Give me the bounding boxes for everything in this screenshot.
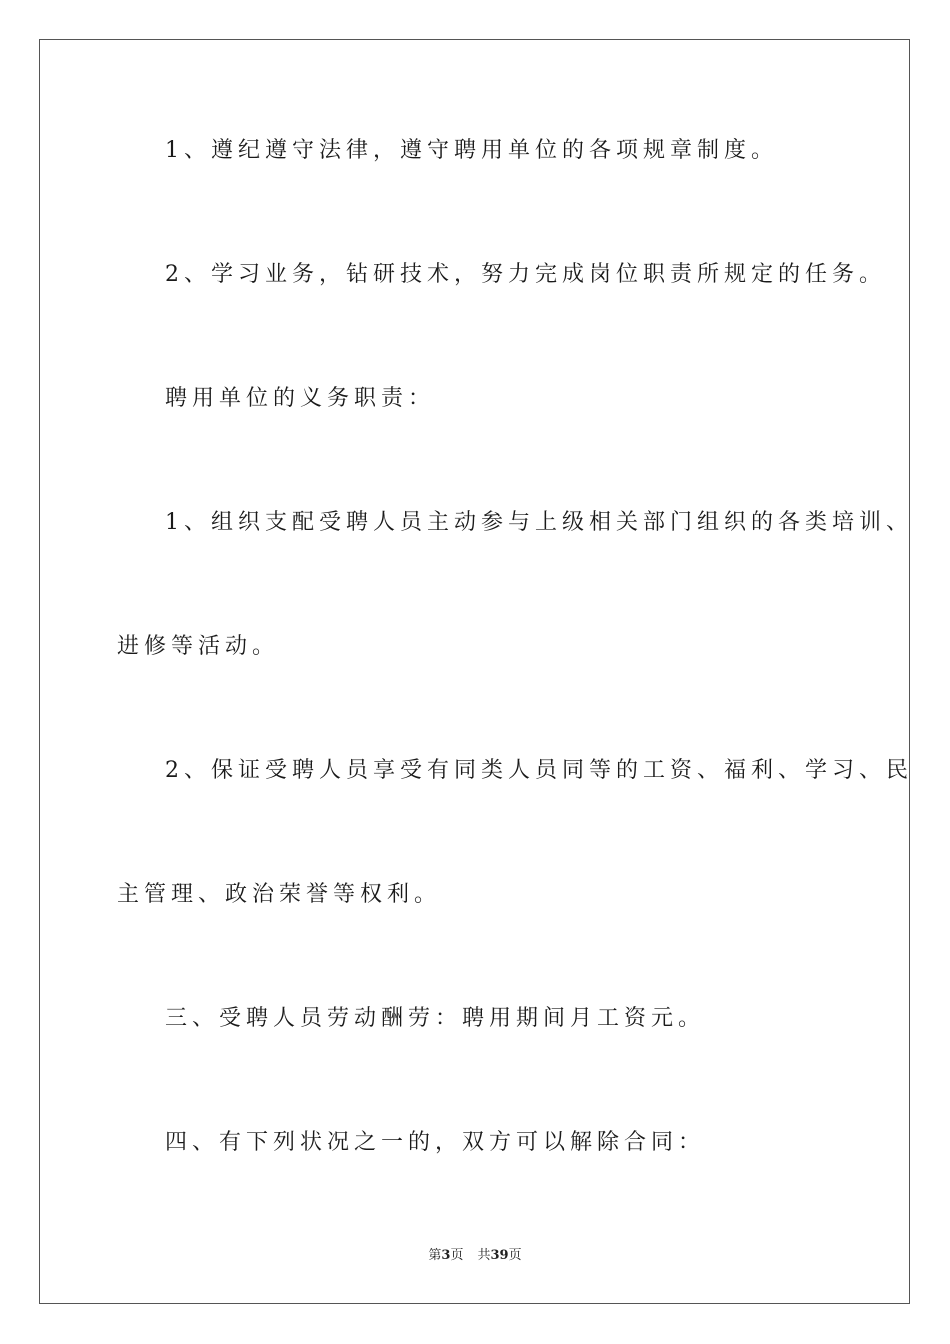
paragraph-1: 1、遵纪遵守法律，遵守聘用单位的各项规章制度。 — [165, 138, 778, 163]
footer-total-number: 39 — [490, 1248, 509, 1263]
paragraph-4-line-2: 进修等活动。 — [117, 634, 280, 659]
page-footer — [0, 1247, 950, 1265]
footer-page-suffix: 页 — [450, 1248, 464, 1263]
paragraph-2: 2、学习业务，钻研技术，努力完成岗位职责所规定的任务。 — [165, 262, 886, 287]
paragraph-6: 三、受聘人员劳动酬劳：聘用期间月工资元。 — [165, 1006, 706, 1031]
footer-total-prefix: 共 — [477, 1248, 491, 1263]
footer-page-prefix: 第 — [428, 1248, 442, 1263]
paragraph-5-line-1: 2、保证受聘人员享受有同类人员同等的工资、福利、学习、民 — [165, 758, 913, 783]
page-border — [39, 39, 910, 1304]
footer-total-suffix: 页 — [508, 1248, 522, 1263]
paragraph-3: 聘用单位的义务职责： — [165, 386, 436, 411]
paragraph-4-line-1: 1、组织支配受聘人员主动参与上级相关部门组织的各类培训、 — [165, 510, 913, 535]
paragraph-7: 四、有下列状况之一的，双方可以解除合同： — [165, 1130, 706, 1155]
footer-page-number: 3 — [441, 1248, 451, 1263]
paragraph-5-line-2: 主管理、政治荣誉等权利。 — [117, 882, 442, 907]
